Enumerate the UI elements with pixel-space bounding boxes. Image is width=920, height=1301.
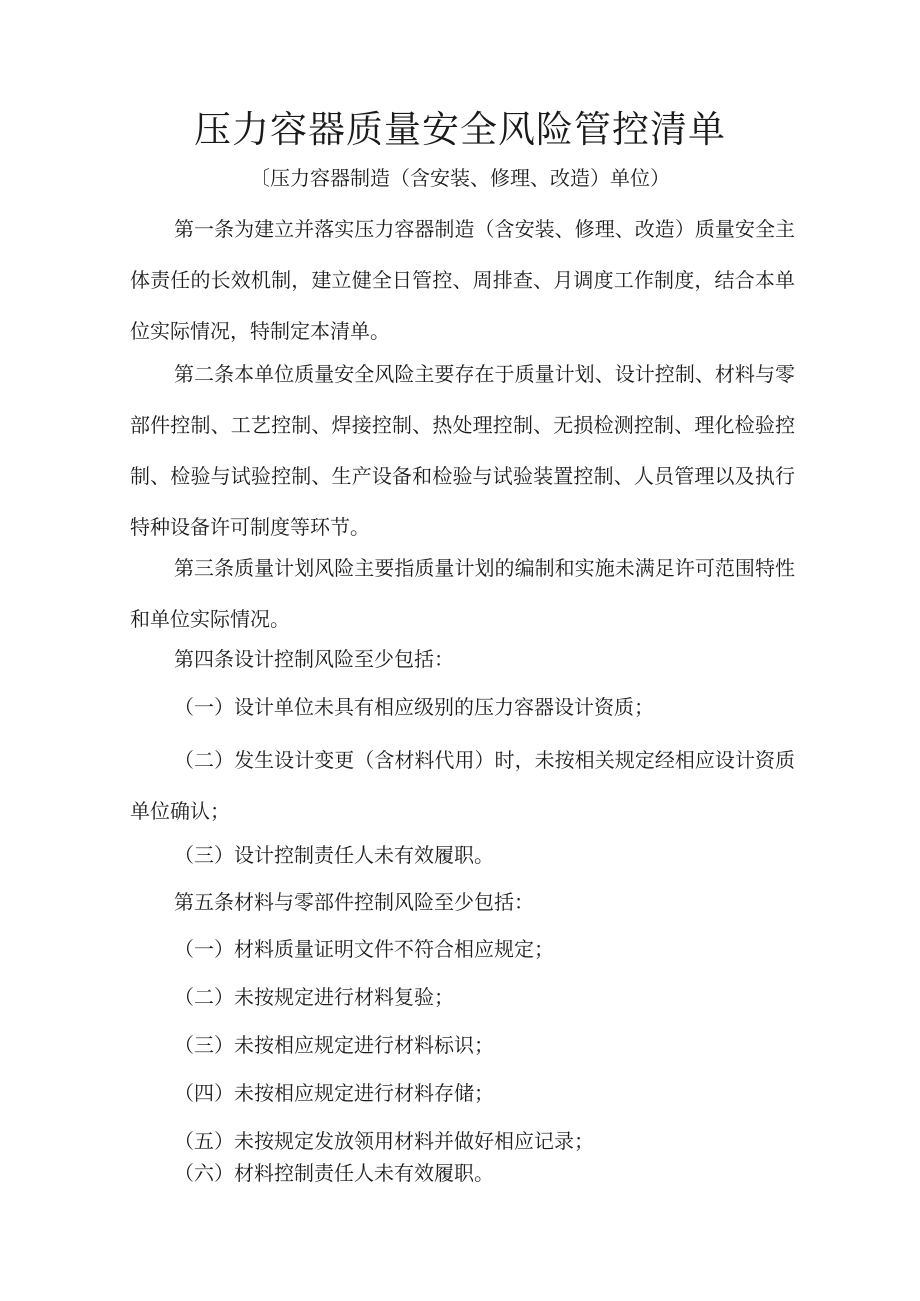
- document-title: 压力容器质量安全风险管控清单: [194, 108, 726, 151]
- article-5-item-6: （六）材料控制责任人未有效履职。: [174, 1161, 494, 1185]
- article-5-item-1: （一）材料质量证明文件不符合相应规定；: [174, 937, 554, 961]
- article-4-item-3: （三）设计控制责任人未有效履职。: [174, 843, 494, 867]
- article-5-item-3: （三）未按相应规定进行材料标识；: [174, 1033, 494, 1057]
- article-2: 第二条本单位质量安全风险主要存在于质量计划、设计控制、材料与零部件控制、工艺控制、焊接控制、热处理控制、无损检测控制、理化检验控制、检验与试验控制、生产设备和检验与试验装置控制、人员管理以及执行特种设备许可制度等环节。: [130, 362, 795, 539]
- article-4-item-2: （二）发生设计变更（含材料代用）时，未按相关规定经相应设计资质单位确认；: [130, 748, 795, 823]
- article-1: 第一条为建立并落实压力容器制造（含安装、修理、改造）质量安全主体责任的长效机制，建立健全日管控、周排查、月调度工作制度，结合本单位实际情况，特制定本清单。: [130, 217, 795, 343]
- article-4-heading: 第四条设计控制风险至少包括：: [174, 647, 454, 671]
- article-5-heading: 第五条材料与零部件控制风险至少包括：: [174, 890, 534, 914]
- article-4-item-1: （一）设计单位未具有相应级别的压力容器设计资质；: [174, 695, 654, 719]
- article-5-item-5: （五）未按规定发放领用材料并做好相应记录；: [174, 1129, 594, 1153]
- document-subtitle: 〔压力容器制造（含安装、修理、改造）单位）: [250, 166, 670, 190]
- article-5-item-2: （二）未按规定进行材料复验；: [174, 985, 454, 1009]
- article-3: 第三条质量计划风险主要指质量计划的编制和实施未满足许可范围特性和单位实际情况。: [130, 556, 795, 631]
- article-5-item-4: （四）未按相应规定进行材料存储；: [174, 1081, 494, 1105]
